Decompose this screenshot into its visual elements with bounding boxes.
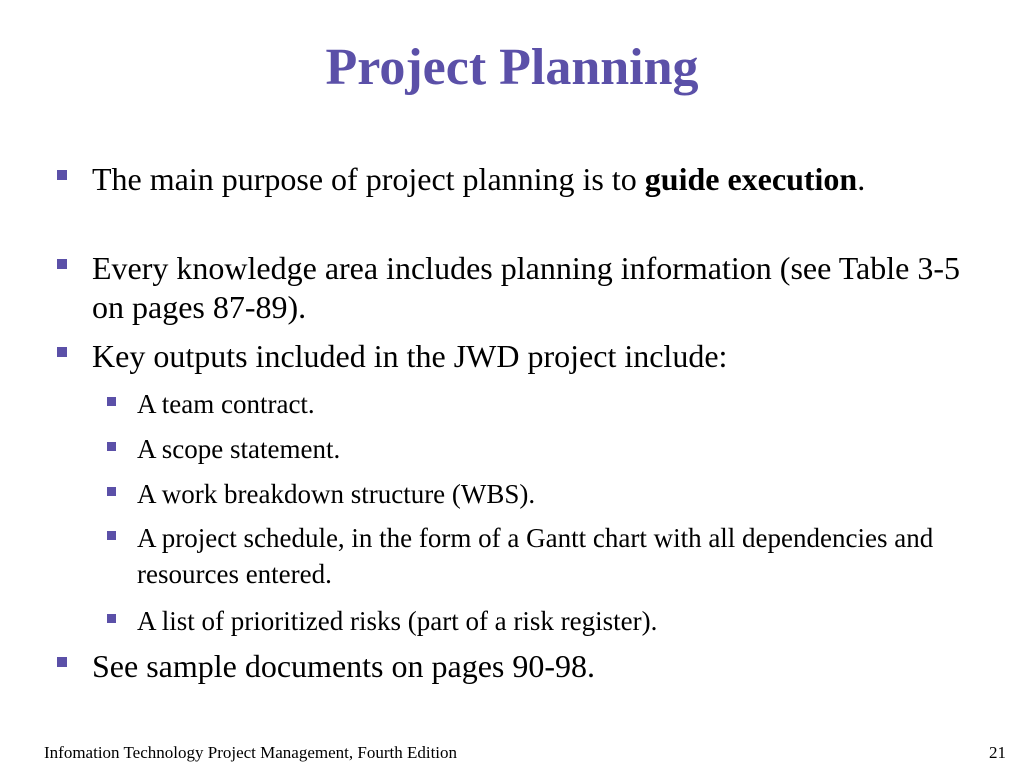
square-bullet-icon xyxy=(107,397,116,406)
bullet-bold-text: guide execution xyxy=(644,161,858,197)
sub-bullet-item xyxy=(137,431,977,467)
sub-bullet-item xyxy=(137,386,977,422)
sub-bullet-text: A list of prioritized risks (part of a risk register). xyxy=(137,606,658,636)
sub-bullet-text: A scope statement. xyxy=(137,434,341,464)
bullet-text: The main purpose of project planning is to xyxy=(92,161,645,197)
sub-bullet-item xyxy=(137,520,977,592)
slide-title: Project Planning xyxy=(325,39,699,96)
bullet-item xyxy=(92,647,972,686)
sub-bullet-item xyxy=(137,476,977,512)
square-bullet-icon xyxy=(57,347,67,357)
sub-bullet-text: A team contract. xyxy=(137,389,315,419)
bullet-text: Every knowledge area includes planning information (see Table 3-5 on pages 87-89). xyxy=(92,250,960,325)
square-bullet-icon xyxy=(107,442,116,451)
square-bullet-icon xyxy=(57,259,67,269)
page-number: 21 xyxy=(989,743,1006,762)
square-bullet-icon xyxy=(107,614,116,623)
square-bullet-icon xyxy=(57,657,67,667)
footer-source: Infomation Technology Project Management, Fourth Edition xyxy=(44,743,458,762)
sub-bullet-text: A work breakdown structure (WBS). xyxy=(137,479,536,509)
bullet-text-end: . xyxy=(857,161,866,197)
square-bullet-icon xyxy=(107,531,116,540)
sub-bullet-text: A project schedule, in the form of a Gantt chart with all dependencies and resources entered. xyxy=(137,523,934,589)
bullet-text: See sample documents on pages 90-98. xyxy=(92,648,595,684)
square-bullet-icon xyxy=(107,487,116,496)
sub-bullet-item xyxy=(137,603,977,639)
bullet-item xyxy=(92,249,972,327)
bullet-item xyxy=(92,160,972,199)
square-bullet-icon xyxy=(57,170,67,180)
bullet-item xyxy=(92,337,972,376)
bullet-text: Key outputs included in the JWD project include: xyxy=(92,338,728,374)
